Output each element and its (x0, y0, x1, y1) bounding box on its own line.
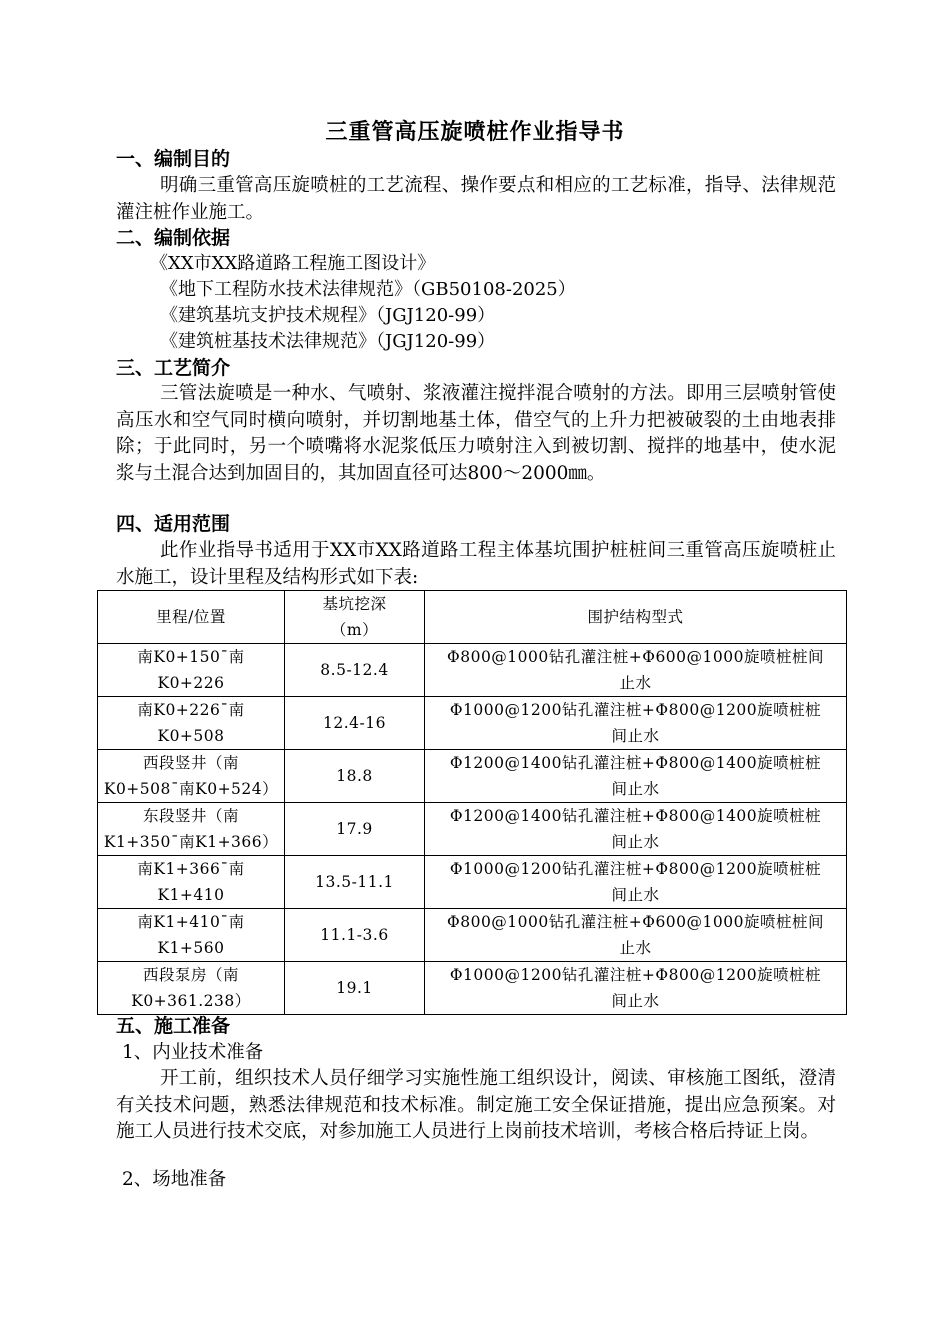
mileage-structure-table (97, 590, 847, 1015)
table-header-row (98, 591, 847, 644)
cell-mileage: 南K0+226¯南 K0+508 (98, 697, 285, 750)
section-heading-basis: 二、编制依据 (116, 227, 231, 249)
cell-mileage: 西段泵房（南 K0+361.238） (98, 962, 285, 1015)
header-structure: 围护结构型式 (425, 591, 847, 644)
header-depth: 基坑挖深 （m） (285, 591, 425, 644)
cell-mileage: 南K0+150¯南 K0+226 (98, 644, 285, 697)
table-row (98, 856, 847, 909)
process-intro-paragraph: 三管法旋喷是一种水、气喷射、浆液灌注搅拌混合喷射的方法。即用三层喷射管使高压水和空气同时横向喷射，并切割地基土体，借空气的上升力把被破裂的土由地表排除；于此同时，另一个喷嘴将水泥浆低压力喷射注入到被切割、搅拌的地基中，使水泥浆与土混合达到加固目的，其加固直径可达800～2000㎜。 (116, 383, 836, 484)
reference-item: 《建筑桩基技术法律规范》（JGJ120-99） (160, 331, 496, 352)
document-title: 三重管高压旋喷桩作业指导书 (325, 120, 625, 145)
cell-depth: 13.5-11.1 (285, 856, 425, 909)
cell-structure: Φ1000@1200钻孔灌注桩+Φ800@1200旋喷桩桩 间止水 (425, 856, 847, 909)
subheading-technical-prep: 1、内业技术准备 (122, 1042, 264, 1063)
cell-structure: Φ1200@1400钻孔灌注桩+Φ800@1400旋喷桩桩 间止水 (425, 803, 847, 856)
cell-mileage: 南K1+366¯南 K1+410 (98, 856, 285, 909)
table-row (98, 909, 847, 962)
section-heading-preparation: 五、施工准备 (116, 1015, 231, 1037)
cell-mileage: 西段竖井（南 K0+508¯南K0+524） (98, 750, 285, 803)
reference-item: 《XX市XX路道路工程施工图设计》 (150, 253, 436, 274)
cell-depth: 12.4-16 (285, 697, 425, 750)
technical-prep-paragraph: 开工前，组织技术人员仔细学习实施性施工组织设计，阅读、审核施工图纸，澄清有关技术问题，熟悉法律规范和技术标准。制定施工安全保证措施，提出应急预案。对施工人员进行技术交底，对参加施工人员进行上岗前技术培训，考核合格后持证上岗。 (116, 1068, 836, 1142)
cell-structure: Φ800@1000钻孔灌注桩+Φ600@1000旋喷桩桩间 止水 (425, 644, 847, 697)
header-mileage: 里程/位置 (98, 591, 285, 644)
reference-item: 《地下工程防水技术法律规范》（GB50108-2025） (160, 279, 576, 300)
cell-depth: 11.1-3.6 (285, 909, 425, 962)
cell-structure: Φ1200@1400钻孔灌注桩+Φ800@1400旋喷桩桩 间止水 (425, 750, 847, 803)
cell-structure: Φ800@1000钻孔灌注桩+Φ600@1000旋喷桩桩间 止水 (425, 909, 847, 962)
cell-depth: 17.9 (285, 803, 425, 856)
section-heading-scope: 四、适用范围 (116, 513, 231, 535)
scope-paragraph: 此作业指导书适用于XX市XX路道路工程主体基坑围护桩桩间三重管高压旋喷桩止水施工，设计里程及结构形式如下表: (116, 540, 836, 588)
cell-depth: 18.8 (285, 750, 425, 803)
cell-depth: 8.5-12.4 (285, 644, 425, 697)
subheading-site-prep: 2、场地准备 (122, 1169, 227, 1190)
cell-depth: 19.1 (285, 962, 425, 1015)
table-row (98, 962, 847, 1015)
cell-mileage: 南K1+410¯南 K1+560 (98, 909, 285, 962)
cell-structure: Φ1000@1200钻孔灌注桩+Φ800@1200旋喷桩桩 间止水 (425, 962, 847, 1015)
table-row (98, 697, 847, 750)
purpose-paragraph: 明确三重管高压旋喷桩的工艺流程、操作要点和相应的工艺标准，指导、法律规范灌注桩作业施工。 (116, 175, 836, 223)
table-row (98, 803, 847, 856)
section-heading-purpose: 一、编制目的 (116, 148, 231, 170)
cell-structure: Φ1000@1200钻孔灌注桩+Φ800@1200旋喷桩桩 间止水 (425, 697, 847, 750)
table-row (98, 644, 847, 697)
reference-item: 《建筑基坑支护技术规程》（JGJ120-99） (160, 305, 496, 326)
section-heading-process-intro: 三、工艺简介 (116, 357, 231, 379)
table-row (98, 750, 847, 803)
cell-mileage: 东段竖井（南 K1+350¯南K1+366） (98, 803, 285, 856)
